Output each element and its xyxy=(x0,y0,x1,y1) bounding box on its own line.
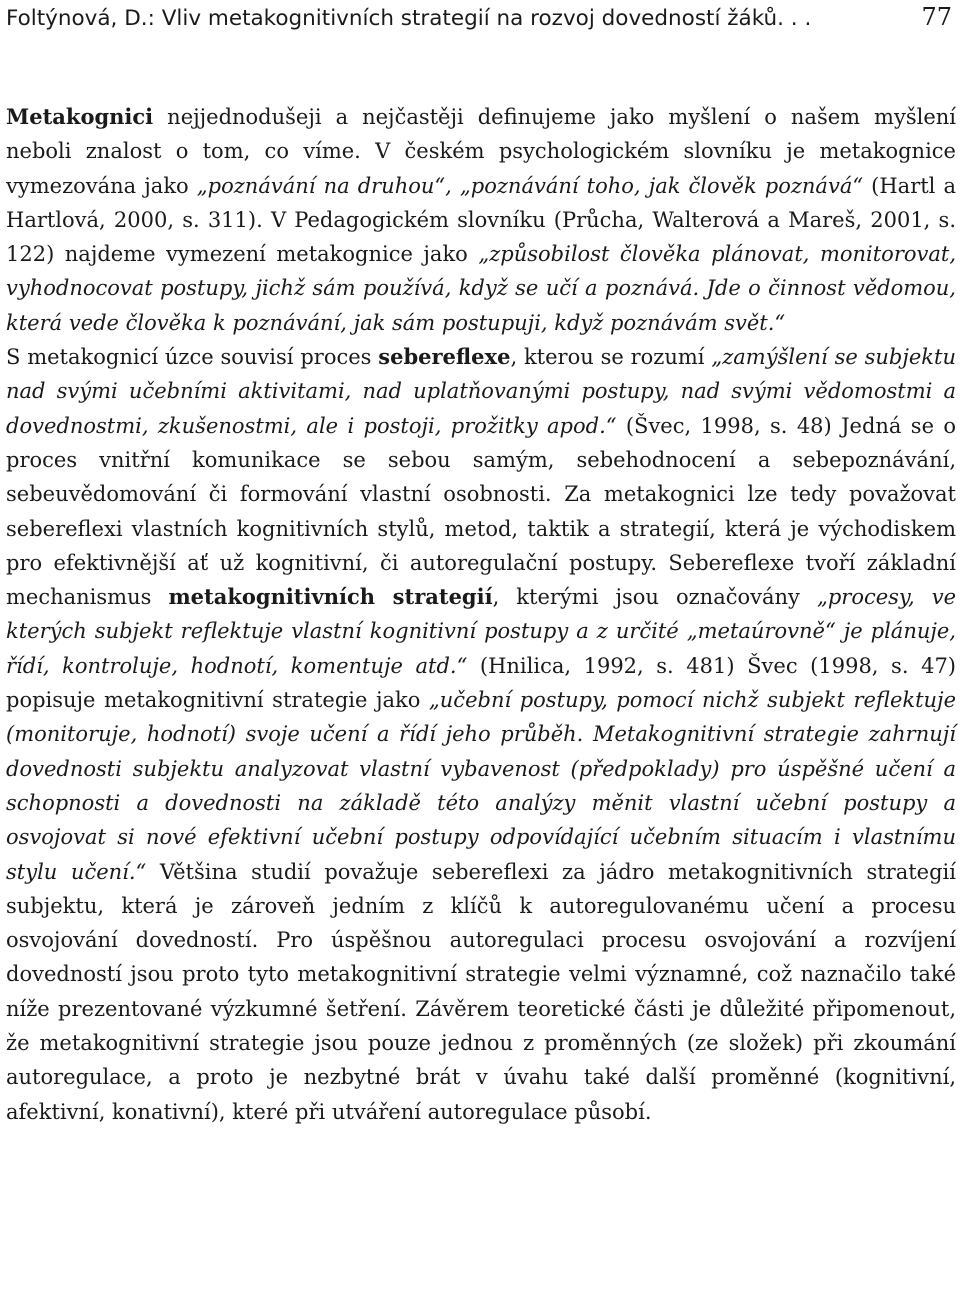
term-metakognitivnich-strategii: metakognitivních strategií xyxy=(168,584,493,610)
text-run: , kterou se rozumí xyxy=(510,345,712,370)
page-number: 77 xyxy=(921,3,952,31)
term-metakognici: Metakognici xyxy=(6,104,154,129)
running-title: Foltýnová, D.: Vliv metakognitivních strategií na rozvoj dovedností žáků. . . xyxy=(6,6,812,31)
quote-svec-2: „učební postupy, pomocí nichž subjekt reflektuje (monitoruje, hodnotí) svoje učení a řídí jeho průběh. Metakognitivní strategie zahrnují dovednosti subjektu analyzovat vlastní vybavenost (předpoklady) pro úspěšné učení a schopnosti a dovednosti na základě této analýzy měnit vlastní učební postupy a osvojovat si nové efektivní učební postupy odpovídající učebním situacím i vlastnímu stylu učení.“ xyxy=(6,688,956,884)
text-run: (Hartl a Hartlová, 2000, s. 311). V Pedagogickém slovníku (Průcha, Walterová a Mareš, 2001, s. 122) najdeme vymezení metakognice jako xyxy=(6,173,956,267)
text-run: S metakognicí úzce souvisí proces xyxy=(6,345,379,370)
running-head xyxy=(6,2,952,32)
text-run: (Švec, 1998, s. 48) Jedná se o proces vnitřní komunikace se sebou samým, sebehodnocení a sebepoznávání, sebeuvědomování či formování vlastní osobnosti. Za metakognici lze tedy považovat sebereflexi vlastních kognitivních stylů, metod, taktik a strategií, která je východiskem pro efektivnější ať už kognitivní, či autoregulační postupy. Sebereflexe tvoří základní mechanismus xyxy=(6,413,956,610)
quote-svec-1: „zamýšlení se subjektu nad svými učebními aktivitami, nad uplatňovanými postupy, nad svými vědomostmi a dovednostmi, zkušenostmi, ale i postoji, prožitky apod.“ xyxy=(6,345,956,438)
text-run: Většina studií považuje sebereflexi za jádro metakognitivních strategií subjektu, která je zároveň jedním z klíčů k autoregulovanému učení a procesu osvojování dovedností. Pro úspěšnou autoregulaci procesu osvojování a rozvíjení dovedností jsou proto tyto metakognitivní strategie velmi významné, což naznačilo také níže prezentované výzkumné šetření. Závěrem teoretické části je důležité připomenout, že metakognitivní strategie jsou pouze jednou z proměnných (ze složek) při zkoumání autoregulace, a proto je nezbytné brát v úvahu také další proměnné (kognitivní, afektivní, konativní), které při utváření autoregulace působí. xyxy=(6,859,956,1124)
body-text xyxy=(6,100,956,1129)
text-run: (Hnilica, 1992, s. 481) Švec (1998, s. 47) popisuje metakognitivní strategie jako xyxy=(6,653,956,713)
text-run: nejjednodušeji a nejčastěji definujeme jako myšlení o našem myšlení neboli znalost o tom, co víme. V českém psychologickém slovníku je metakognice vymezována jako xyxy=(6,105,956,198)
term-sebereflexe: sebereflexe xyxy=(378,344,511,370)
quote-hnilica: „procesy, ve kterých subjekt reflektuje vlastní kognitivní postupy a z určité „metaúrovně“ je plánuje, řídí, kontroluje, hodnotí, komentuje atd.“ xyxy=(6,585,957,678)
paragraph-sebereflexe xyxy=(6,340,956,1129)
quote-hartl: „poznávání na druhou“, „poznávání toho, jak člověk poznává“ xyxy=(196,173,864,198)
paragraph-metakognice xyxy=(6,100,956,340)
quote-pedagogicky-slovnik: „způsobilost člověka plánovat, monitorovat, vyhodnocovat postupy, jichž sám používá, když se učí a poznává. Jde o činnost vědomou, která vede člověka k poznávání, jak sám postupuji, když poznávám svět.“ xyxy=(6,242,956,335)
text-run: , kterými jsou označovány xyxy=(492,585,817,610)
